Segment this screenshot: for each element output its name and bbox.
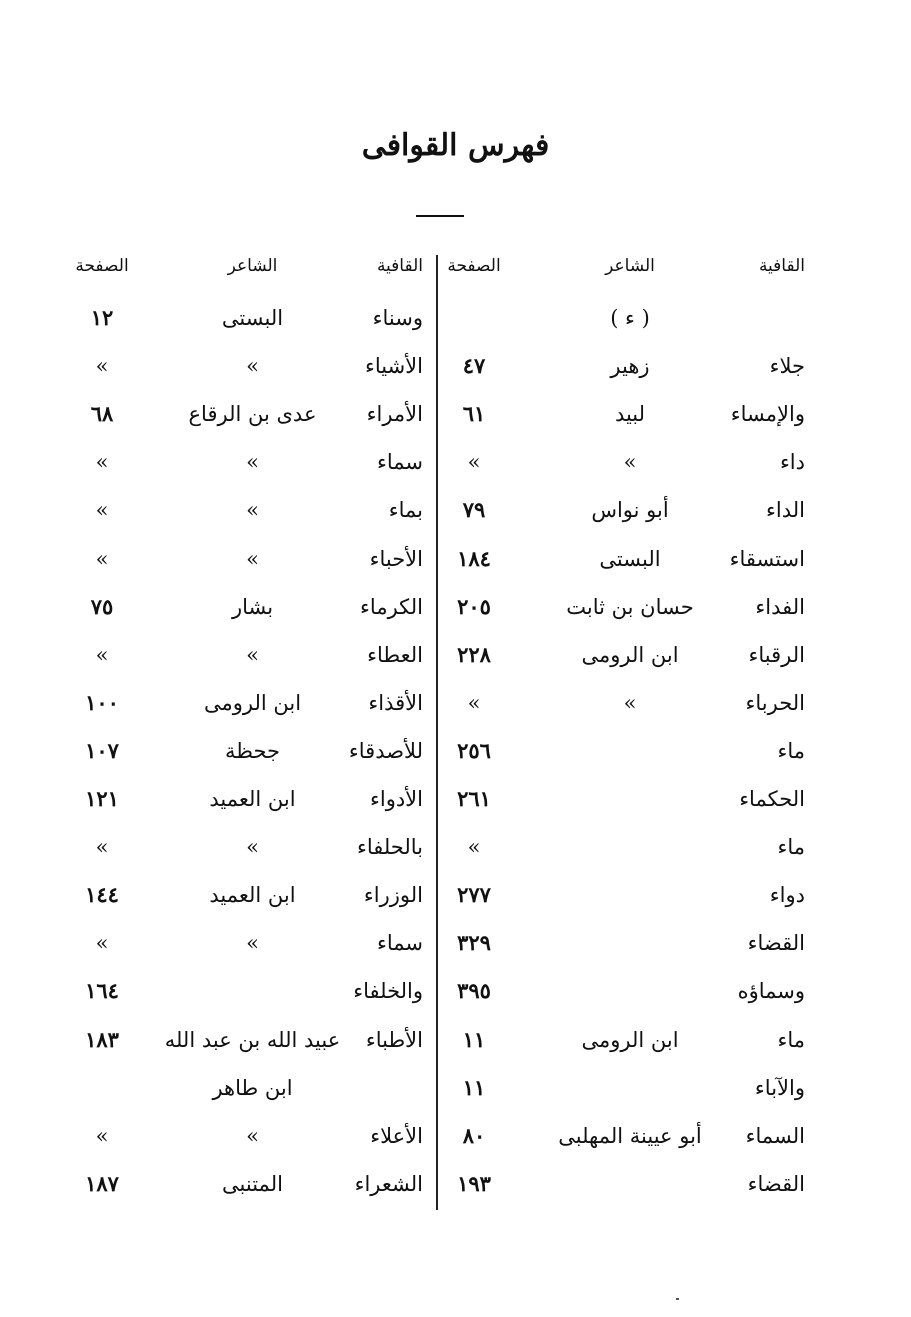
poet-right: ابن الرومى <box>581 1028 679 1052</box>
rhyme-left: الأدواء <box>369 787 423 811</box>
table-row <box>0 346 911 386</box>
table-row <box>0 923 911 963</box>
page-right: ١٩٣ <box>457 1171 491 1196</box>
page-left: » <box>95 1124 109 1148</box>
page-left: ١٤٤ <box>85 882 119 907</box>
poet-right: أبو عيينة المهلبى <box>558 1124 702 1148</box>
poet-left: » <box>246 354 259 378</box>
poet-left: بشار <box>231 595 274 619</box>
page-left: » <box>95 931 109 955</box>
rhyme-right: القضاء <box>747 1172 805 1196</box>
page-right: ٨٠ <box>462 1123 486 1148</box>
page-right: ١٨٤ <box>457 546 491 571</box>
poet-right <box>555 1164 705 1204</box>
rhyme-right: الفداء <box>755 595 805 619</box>
poet-right <box>555 779 705 819</box>
poet-left: » <box>246 1124 259 1148</box>
rhyme-left: سماء <box>376 450 423 474</box>
page-title: فهرس القوافى <box>361 128 550 163</box>
page-left: ١٨٣ <box>85 1027 119 1052</box>
title-divider <box>416 215 464 217</box>
rhyme-right: والآباء <box>754 1076 805 1100</box>
page-left: ١٠٠ <box>85 690 119 715</box>
poet-left: » <box>246 498 259 522</box>
poet-right <box>555 875 705 915</box>
poet-right: أبو نواس <box>591 498 669 522</box>
table-row <box>0 731 911 771</box>
header-poet-right: الشاعر <box>605 256 655 276</box>
rhyme-left: الأطباء <box>365 1028 423 1052</box>
table-row <box>0 298 911 338</box>
rhyme-left: بماء <box>388 498 423 522</box>
page-right: ١١ <box>462 1027 486 1052</box>
rhyme-right: السماء <box>745 1124 805 1148</box>
rhyme-left: الأحباء <box>369 547 423 571</box>
header-page-left: الصفحة <box>75 256 129 276</box>
table-row <box>0 971 911 1011</box>
page-speck <box>676 1298 679 1300</box>
rhyme-right: جلاء <box>769 354 805 378</box>
rhyme-left: الأعلاء <box>370 1124 423 1148</box>
poet-left: المتنبى <box>222 1172 283 1196</box>
poet-left: عبيد الله بن عبد الله <box>164 1028 341 1052</box>
rhyme-right: دواء <box>769 883 805 907</box>
page-right: ١١ <box>462 1075 486 1100</box>
page-left: » <box>95 450 109 474</box>
table-row <box>0 779 911 819</box>
poet-right: زهير <box>610 354 650 378</box>
table-row <box>0 1068 911 1108</box>
page-right: » <box>467 450 481 474</box>
table-row <box>0 394 911 434</box>
table-row <box>0 1116 911 1156</box>
page-left: ١٢١ <box>85 786 119 811</box>
rhyme-right: ماء <box>777 739 805 763</box>
poet-left: ابن الرومى <box>203 691 302 715</box>
poet-left: » <box>246 931 259 955</box>
rhyme-left: وسناء <box>372 306 423 330</box>
poet-left: ابن العميد <box>209 787 296 811</box>
page-left: ٧٥ <box>90 594 114 619</box>
poet-left: » <box>246 450 259 474</box>
page-right: ٢٦١ <box>457 786 491 811</box>
table-row <box>0 1020 911 1060</box>
table-row <box>0 875 911 915</box>
rhyme-left: الشعراء <box>354 1172 423 1196</box>
page-left: ٦٨ <box>90 401 114 426</box>
rhyme-left: الكرماء <box>360 595 423 619</box>
poet-left: » <box>246 835 259 859</box>
header-poet-left: الشاعر <box>227 256 278 276</box>
rhyme-right: الحرباء <box>745 691 805 715</box>
rhyme-left: العطاء <box>367 643 423 667</box>
page-right: ٣٩٥ <box>457 978 491 1003</box>
poet-right <box>555 971 705 1011</box>
header-page-right: الصفحة <box>447 256 501 276</box>
poet-left: ابن العميد <box>209 883 296 907</box>
rhyme-right: الرقباء <box>748 643 805 667</box>
rhyme-right: الداء <box>766 498 805 522</box>
poet-right: لبيد <box>614 402 646 426</box>
table-row <box>0 587 911 627</box>
table-row <box>0 442 911 482</box>
poet-right: ابن الرومى <box>581 643 679 667</box>
rhyme-right: داء <box>779 450 805 474</box>
table-header <box>0 246 911 286</box>
rhyme-right: والإمساء <box>730 402 805 426</box>
rhyme-right: ماء <box>777 835 805 859</box>
page-left: ١٢ <box>90 305 114 330</box>
table-row <box>0 1164 911 1204</box>
poet-left: ابن طاهر <box>212 1076 293 1100</box>
rhyme-left: سماء <box>376 931 423 955</box>
poet-right: » <box>623 450 637 474</box>
page-left: » <box>95 643 109 667</box>
table-row <box>0 827 911 867</box>
header-rhyme-right: القافية <box>758 256 805 276</box>
header-rhyme-left: القافية <box>376 256 423 276</box>
poet-left <box>160 971 345 1011</box>
rhyme-left: والخلفاء <box>353 979 423 1003</box>
poet-left: » <box>246 643 259 667</box>
page-left: » <box>95 498 109 522</box>
rhyme-left: الأقذاء <box>368 691 423 715</box>
rhyme-left: الوزراء <box>363 883 423 907</box>
rhyme-right: ماء <box>777 1028 805 1052</box>
page-right <box>443 298 505 338</box>
page-right: ٣٢٩ <box>457 930 491 955</box>
page-left: ١٠٧ <box>85 738 119 763</box>
poet-right: البستى <box>599 547 661 571</box>
rhyme-left: الأشياء <box>364 354 423 378</box>
poet-left: البستى <box>221 306 284 330</box>
page-right: ٧٩ <box>462 497 486 522</box>
poet-right: » <box>623 691 637 715</box>
page-left: ١٦٤ <box>85 978 119 1003</box>
poet-right: حسان بن ثابت <box>566 595 694 619</box>
poet-left: عدى بن الرقاع <box>188 402 317 426</box>
page-right: ٢٠٥ <box>457 594 491 619</box>
table-row <box>0 683 911 723</box>
page-right: ٤٧ <box>462 353 486 378</box>
table-row <box>0 490 911 530</box>
page-right: » <box>467 835 481 859</box>
rhyme-right: استسقاء <box>729 547 805 571</box>
poet-right <box>555 731 705 771</box>
poet-right <box>555 923 705 963</box>
poet-left: جحظة <box>224 739 281 763</box>
page-left: » <box>95 835 109 859</box>
rhyme-left: الأمراء <box>366 402 423 426</box>
poet-right: ( ء ) <box>610 306 650 330</box>
rhyme-right: القضاء <box>747 931 805 955</box>
rhyme-right: الحكماء <box>739 787 805 811</box>
table-row <box>0 539 911 579</box>
page-left: ١٨٧ <box>85 1171 119 1196</box>
page-left: » <box>95 354 109 378</box>
page-left <box>66 1068 138 1108</box>
rhyme-left: للأصدقاء <box>348 739 423 763</box>
page-right: ٢٧٧ <box>457 882 491 907</box>
rhyme-left: بالحلفاء <box>356 835 423 859</box>
table-row <box>0 635 911 675</box>
page-right: ٢٢٨ <box>457 642 491 667</box>
poet-left: » <box>246 547 259 571</box>
page-left: » <box>95 547 109 571</box>
page-right: ٢٥٦ <box>457 738 491 763</box>
rhyme-right: وسماؤه <box>737 979 805 1003</box>
poet-right <box>555 827 705 867</box>
page-right: » <box>467 691 481 715</box>
poet-right <box>555 1068 705 1108</box>
page-right: ٦١ <box>462 401 486 426</box>
